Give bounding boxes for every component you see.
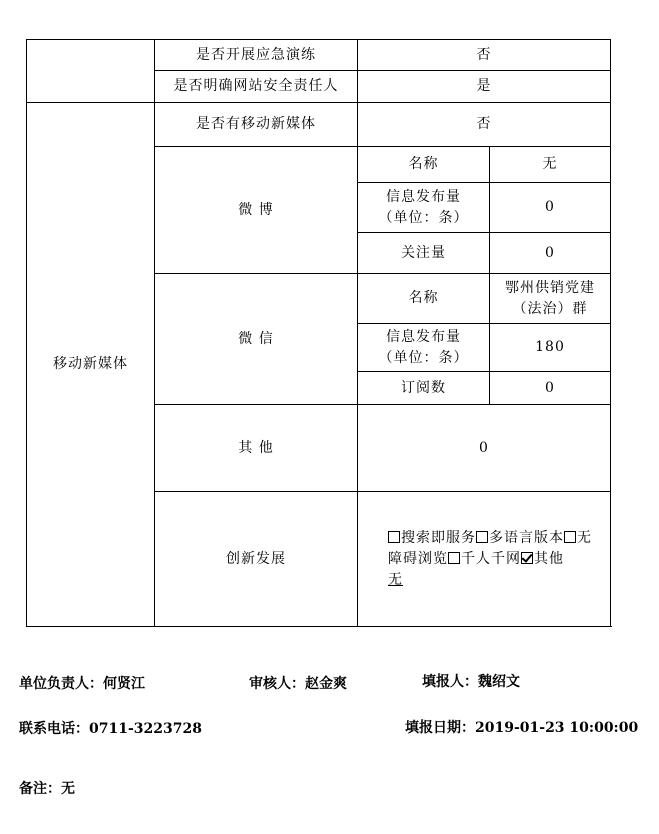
reviewer: 审核人：赵金爽	[249, 676, 347, 692]
innovation-section: 创新发展	[155, 492, 358, 627]
checkbox-checked-icon[interactable]	[521, 552, 533, 564]
option-label: 千人千网	[461, 550, 521, 567]
wechat-name-value-line1: 鄂州供销党建	[505, 279, 595, 296]
option-other[interactable]	[521, 551, 564, 567]
wechat-posts-label-line2: （单位：条）	[378, 349, 469, 366]
weibo-posts-label-line1: 信息发布量	[386, 188, 461, 205]
security-person-value: 是	[358, 71, 611, 103]
wechat-name-label: 名称	[358, 274, 490, 324]
checkbox-icon[interactable]	[388, 531, 400, 543]
wechat-name-value	[490, 274, 611, 324]
report-table	[26, 39, 611, 627]
wechat-sub-value: 0	[490, 372, 611, 405]
weibo-posts-label	[358, 183, 490, 233]
blank-cell	[27, 40, 155, 103]
weibo-posts-value: 0	[490, 183, 611, 233]
weibo-follow-value: 0	[490, 233, 611, 274]
wechat-posts-value: 180	[490, 324, 611, 372]
weibo-name-label: 名称	[358, 147, 490, 183]
remark: 备注：无	[19, 781, 75, 797]
weibo-follow-label: 关注量	[358, 233, 490, 274]
option-personalized[interactable]	[448, 551, 521, 567]
contact-phone: 联系电话：0711-3223728	[19, 721, 202, 737]
checkbox-icon[interactable]	[448, 552, 460, 564]
mobile-media-section: 移动新媒体	[27, 103, 155, 627]
checkbox-icon[interactable]	[476, 531, 488, 543]
option-label: 无障碍浏览	[388, 529, 592, 567]
weibo-label: 微 博	[155, 147, 358, 274]
option-label: 多语言版本	[489, 529, 564, 546]
option-search-service[interactable]	[388, 530, 476, 546]
has-mobile-media-value: 否	[358, 103, 611, 147]
checkbox-icon[interactable]	[564, 531, 576, 543]
innovation-option-list	[388, 528, 606, 570]
weibo-posts-label-line2: （单位：条）	[378, 209, 469, 226]
wechat-label: 微 信	[155, 274, 358, 405]
option-multilingual[interactable]	[476, 530, 564, 546]
table-row	[27, 103, 611, 147]
other-value: 0	[358, 405, 611, 492]
emergency-drill-label: 是否开展应急演练	[155, 40, 358, 71]
option-label: 搜索即服务	[401, 529, 476, 546]
innovation-options	[358, 492, 611, 627]
option-label: 其他	[534, 550, 564, 567]
wechat-name-value-line2: （法治）群	[512, 300, 588, 317]
has-mobile-media-label: 是否有移动新媒体	[155, 103, 358, 147]
unit-head: 单位负责人：何贤江	[19, 676, 145, 692]
other-label: 其 他	[155, 405, 358, 492]
wechat-posts-label-line1: 信息发布量	[386, 328, 461, 345]
table-row	[27, 40, 611, 71]
weibo-name-value: 无	[490, 147, 611, 183]
fill-date: 填报日期：2019-01-23 10:00:00	[405, 720, 639, 736]
wechat-sub-label: 订阅数	[358, 372, 490, 405]
emergency-drill-value: 否	[358, 40, 611, 71]
innovation-other-text: 无	[388, 571, 403, 588]
security-person-label: 是否明确网站安全责任人	[155, 71, 358, 103]
wechat-posts-label	[358, 324, 490, 372]
filler: 填报人：魏绍文	[422, 674, 520, 690]
